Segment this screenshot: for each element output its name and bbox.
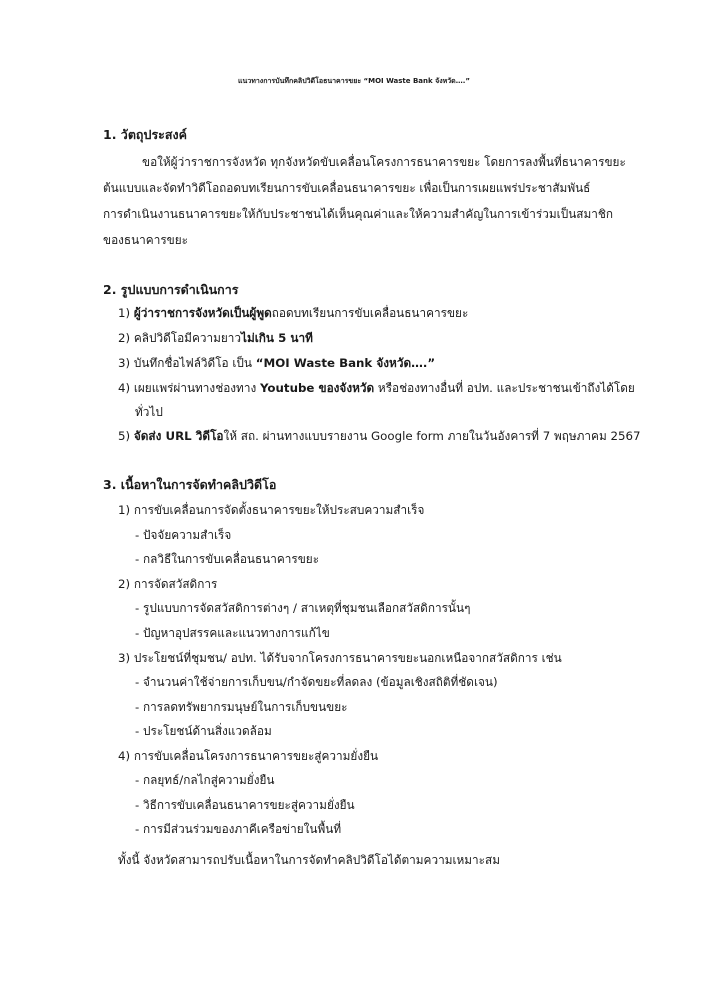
- section3-group-4-sub-3: - การมีส่วนร่วมของภาคีเครือข่ายในพื้นที่: [135, 822, 342, 836]
- section2-item-1: [118, 305, 468, 321]
- section2-item-5: [118, 428, 641, 444]
- item-text: คลิปวิดีโอมีความยาว: [133, 331, 242, 345]
- section1-line-3: การดำเนินงานธนาคารขยะให้กับประชาชนได้เห็นคุณค่าและให้ความสำคัญในการเข้าร่วมเป็นสมาชิก: [103, 207, 614, 221]
- section2-heading: 2. รูปแบบการดำเนินการ: [103, 282, 239, 297]
- section3-group-2-sub-2: - ปัญหาอุปสรรคและแนวทางการแก้ไข: [135, 626, 330, 640]
- item-text: ให้ สถ. ผ่านทางแบบรายงาน Google form ภายในวันอังคารที่ 7 พฤษภาคม 2567: [223, 429, 641, 443]
- section3-group-4-sub-2: - วิธีการขับเคลื่อนธนาคารขยะสู่ความยั่งยืน: [135, 798, 355, 812]
- section3-group-1-title: 1) การขับเคลื่อนการจัดตั้งธนาคารขยะให้ประสบความสำเร็จ: [118, 503, 425, 517]
- item-bold-text: “MOI Waste Bank จังหวัด….”: [255, 356, 436, 370]
- section3-group-3-sub-2: - การลดทรัพยากรมนุษย์ในการเก็บขนขยะ: [135, 700, 348, 714]
- section3-heading: 3. เนื้อหาในการจัดทำคลิปวิดีโอ: [103, 477, 277, 492]
- section3-closing: ทั้งนี้ จังหวัดสามารถปรับเนื้อหาในการจัดทำคลิปวิดีโอได้ตามความเหมาะสม: [118, 853, 500, 867]
- section3-group-3-sub-1: - จำนวนค่าใช้จ่ายการเก็บขน/กำจัดขยะที่ลดลง (ข้อมูลเชิงสถิติที่ชัดเจน): [135, 675, 498, 689]
- section3-group-4-title: 4) การขับเคลื่อนโครงการธนาคารขยะสู่ความยั่งยืน: [118, 749, 379, 763]
- section3-group-3-title: 3) ประโยชน์ที่ชุมชน/ อปท. ได้รับจากโครงการธนาคารขยะนอกเหนือจากสวัสดิการ เช่น: [118, 651, 562, 665]
- item-text: ถอดบทเรียนการขับเคลื่อนธนาคารขยะ: [271, 306, 469, 320]
- item-number: 4): [118, 381, 131, 395]
- section1-line-2: ต้นแบบและจัดทำวิดีโอถอดบทเรียนการขับเคลื่อนธนาคารขยะ เพื่อเป็นการเผยแพร่ประชาสัมพันธ์: [103, 181, 591, 195]
- section1-line-1: ขอให้ผู้ว่าราชการจังหวัด ทุกจังหวัดขับเคลื่อนโครงการธนาคารขยะ โดยการลงพื้นที่ธนาคารขยะ: [142, 155, 626, 169]
- item-bold-text: ไม่เกิน 5 นาที: [241, 331, 313, 345]
- section2-item-4: [118, 380, 635, 396]
- item-bold-text: ผู้ว่าราชการจังหวัดเป็นผู้พูด: [133, 306, 272, 320]
- item-text: เผยแพร่ผ่านทางช่องทาง: [133, 381, 260, 395]
- section3-group-1-sub-1: - ปัจจัยความสำเร็จ: [135, 528, 232, 542]
- section3-group-3-sub-3: - ประโยชน์ด้านสิ่งแวดล้อม: [135, 724, 272, 738]
- section2-item-2: [118, 330, 313, 346]
- item-text: หรือช่องทางอื่นที่ อปท. และประชาชนเข้าถึงได้โดย: [374, 381, 635, 395]
- section3-group-1-sub-2: - กลวิธีในการขับเคลื่อนธนาคารขยะ: [135, 552, 320, 566]
- section3-group-4-sub-1: - กลยุทธ์/กลไกสู่ความยั่งยืน: [135, 773, 275, 787]
- document-title: แนวทางการบันทึกคลิปวิดีโอธนาคารขยะ “MOI Waste Bank จังหวัด….”: [238, 77, 470, 85]
- section3-group-2-sub-1: - รูปแบบการจัดสวัสดิการต่างๆ / สาเหตุที่ชุมชนเลือกสวัสดิการนั้นๆ: [135, 601, 471, 615]
- section1-heading: 1. วัตถุประสงค์: [103, 127, 187, 142]
- item-text: บันทึกชื่อไฟล์วิดีโอ เป็น: [133, 356, 256, 370]
- section3-group-2-title: 2) การจัดสวัสดิการ: [118, 577, 218, 591]
- item-number: 5): [118, 429, 131, 443]
- item-bold-text: จัดส่ง URL วิดีโอ: [133, 429, 224, 443]
- item-number: 1): [118, 306, 131, 320]
- item-bold-text: Youtube ของจังหวัด: [259, 381, 375, 395]
- section1-line-4: ของธนาคารขยะ: [103, 233, 188, 247]
- section2-item-3: [118, 355, 435, 371]
- section2-item-4-continuation: ทั่วไป: [135, 405, 163, 419]
- item-number: 2): [118, 331, 131, 345]
- item-number: 3): [118, 356, 131, 370]
